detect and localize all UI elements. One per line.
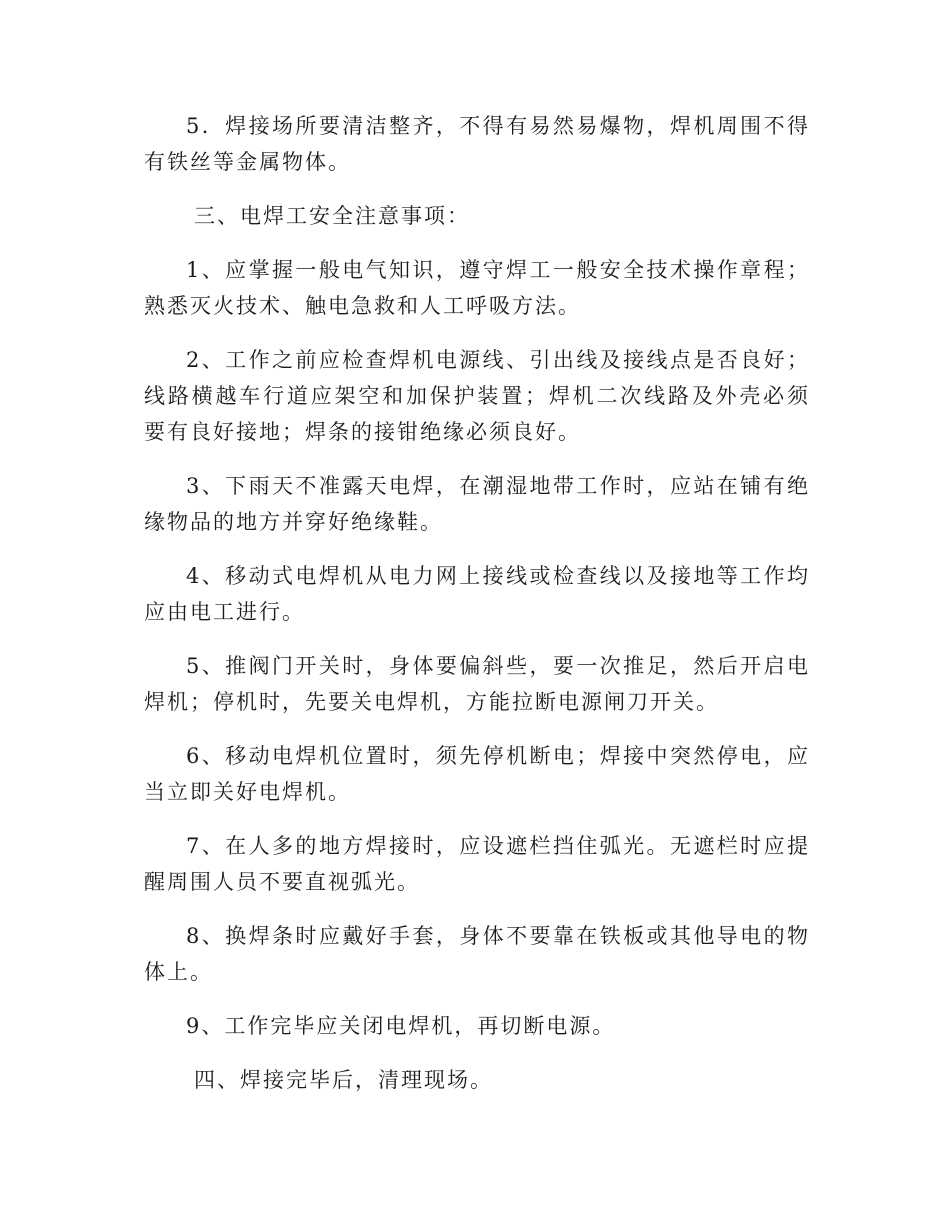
paragraph-item-8: 8、换焊条时应戴好手套，身体不要靠在铁板或其他导电的物体上。: [144, 924, 810, 984]
paragraph-item-4: 4、移动式电焊机从电力网上接线或检查线以及接地等工作均应由电工进行。: [144, 564, 810, 624]
paragraph-item-7: 7、在人多的地方焊接时，应设遮栏挡住弧光。无遮栏时应提醒周围人员不要直视弧光。: [144, 834, 810, 894]
document-body: [144, 108, 810, 1116]
paragraph-item-9: 9、工作完毕应关闭电焊机，再切断电源。: [186, 1014, 616, 1038]
paragraph-item-2: 2、工作之前应检查焊机电源线、引出线及接线点是否良好；线路横越车行道应架空和加保护装置；焊机二次线路及外壳必须要有良好接地；焊条的接钳绝缘必须良好。: [144, 348, 810, 444]
paragraph-item-3: 3、下雨天不准露天电焊，在潮湿地带工作时，应站在铺有绝缘物品的地方并穿好绝缘鞋。: [144, 474, 810, 534]
paragraph-item-5: 5、推阀门开关时，身体要偏斜些，要一次推足，然后开启电焊机；停机时，先要关电焊机，方能拉断电源闸刀开关。: [144, 654, 810, 714]
section-heading-3: 三、电焊工安全注意事项：: [194, 204, 470, 228]
section-heading-4: 四、焊接完毕后，清理现场。: [194, 1068, 493, 1092]
paragraph-5-site-cleanliness: 5．焊接场所要清洁整齐，不得有易然易爆物，焊机周围不得有铁丝等金属物体。: [144, 114, 810, 174]
paragraph-item-6: 6、移动电焊机位置时，须先停机断电；焊接中突然停电，应当立即关好电焊机。: [144, 744, 810, 804]
paragraph-item-1: 1、应掌握一般电气知识，遵守焊工一般安全技术操作章程；熟悉灭火技术、触电急救和人工呼吸方法。: [144, 258, 810, 318]
